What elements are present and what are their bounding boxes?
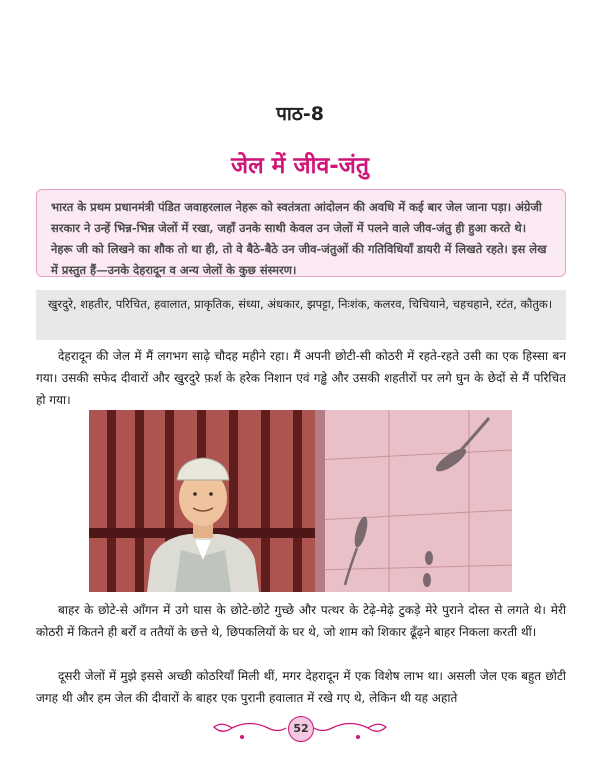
lesson-number: पाठ-8 [276, 103, 324, 125]
jail-illustration [89, 410, 512, 592]
lesson-title: जेल में जीव-जंतु [231, 153, 369, 179]
paragraph-3: दूसरी जेलों में मुझे इससे अच्छी कोठरियाँ मिली थीं, मगर देहरादून में एक विशेष लाभ था। असली जेल एक बहुत छोटी जगह थी और हम जेल की दीवारों के बाहर एक पुरानी हवालात में रखे गए थे, लेकिन थी यह अहाते [36, 669, 566, 705]
page-number: 52 [288, 716, 314, 742]
vocabulary-box: खुरदुरे, शहतीर, परिचित, हवालात, प्राकृतिक, संध्या, अंधकार, झपट्टा, निःशंक, कलरव, चिचियाने, चहचहाने, रटंत, कौतुक। [36, 290, 566, 340]
paragraph-2: बाहर के छोटे-से आँगन में उगे घास के छोटे-छोटे गुच्छे और पत्थर के टेढ़े-मेढ़े टुकड़े मेरे पुराने दोस्त से लगते थे। मेरी कोठरी में कितने ही बर्रों व ततैयों के छत्ते थे, छिपकलियों के घर थे, जो शाम को शिकार ढूँढ़ने बाहर निकला करती थीं। [36, 603, 566, 639]
paragraph-1: देहरादून की जेल में मैं लगभग साढ़े चौदह महीने रहा। मैं अपनी छोटी-सी कोठरी में रहते-रहते उसी का एक हिस्सा बन गया। उसकी सफेद दीवारों और खुरदुरे फ़र्श के हरेक निशान एवं गड्ढे और उसकी शहतीरों पर लगे घुन के छेदों से मैं परिचित हो गया। [36, 349, 566, 407]
intro-box: भारत के प्रथम प्रधानमंत्री पंडित जवाहरलाल नेहरू को स्वतंत्रता आंदोलन की अवधि में कई बार जेल जाना पड़ा। अंग्रेजी सरकार ने उन्हें भिन्न-भिन्न जेलों में रखा, जहाँ उनके साथी केवल उन जेलों में पलने वाले जीव-जंतु ही हुआ करते थे। नेहरू जी को लिखने का शौक तो था ही, तो वे बैठे-बैठे उन जीव-जंतुओं की गतिविधियाँ डायरी में लिखते रहते। इस लेख में प्रस्तुत हैं—उनके देहरादून व अन्य जेलों के कुछ संस्मरण। [36, 189, 566, 277]
